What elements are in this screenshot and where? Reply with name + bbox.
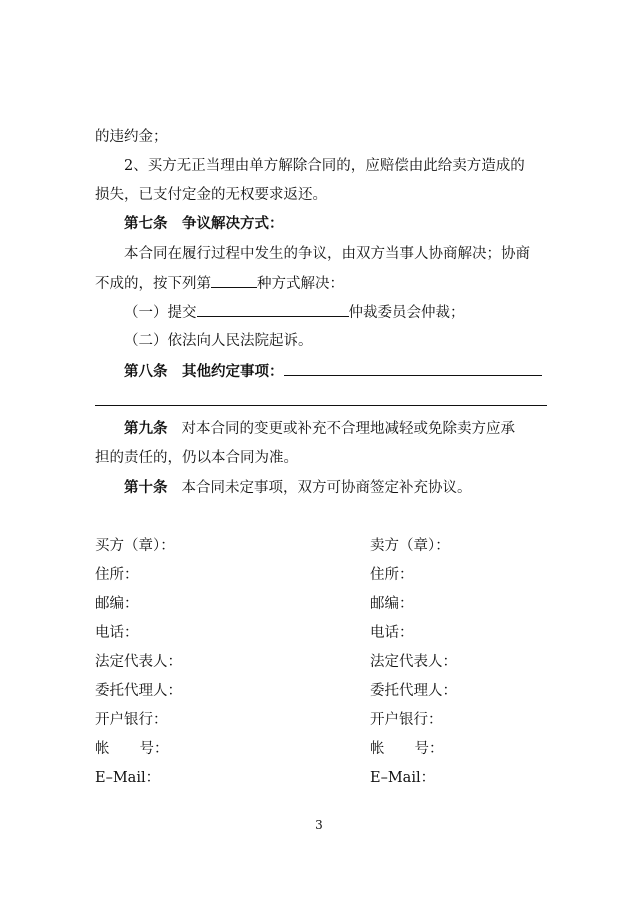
text: 种方式解决： — [257, 276, 344, 292]
buyer-agent-label: 委托代理人： — [95, 683, 182, 699]
text: 损失，已支付定金的无权要求返还。 — [95, 187, 327, 203]
article-label: 第九条 — [124, 421, 168, 437]
article-7-line-1 — [124, 244, 584, 264]
article-10-line — [124, 478, 584, 498]
text: （一）提交 — [124, 305, 197, 321]
buyer-account-label — [95, 739, 169, 759]
buyer-phone-label: 电话： — [95, 625, 139, 641]
text: 仲裁委员会仲裁； — [348, 305, 465, 321]
text: 号： — [414, 741, 444, 757]
text: 本合同在履行过程中发生的争议，由双方当事人协商解决；协商 — [124, 246, 530, 262]
seller-address-label: 住所： — [370, 567, 414, 583]
text: 本合同未定事项，双方可协商签定补充协议。 — [181, 480, 472, 496]
article-7-title — [124, 214, 584, 234]
article-7-option-2 — [124, 331, 584, 351]
article-7-line-2 — [95, 273, 555, 294]
text: 帐 — [370, 741, 385, 757]
seller-bank-label: 开户银行： — [370, 712, 443, 728]
heading: 第八条 其他约定事项： — [124, 364, 284, 380]
method-number-blank[interactable] — [211, 273, 257, 288]
seller-party-label: 卖方（章）： — [370, 538, 450, 554]
buyer-legal-rep-label: 法定代表人： — [95, 654, 182, 670]
other-terms-rule — [95, 405, 547, 406]
buyer-bank-label: 开户银行： — [95, 712, 168, 728]
text: 号： — [139, 741, 169, 757]
seller-account-label — [370, 739, 444, 759]
buyer-postcode-label: 邮编： — [95, 596, 139, 612]
text: 不成的，按下列第 — [95, 276, 211, 292]
text: （二）依法向人民法院起诉。 — [124, 333, 313, 349]
other-terms-blank[interactable] — [284, 361, 542, 376]
seller-legal-rep-label: 法定代表人： — [370, 654, 457, 670]
arbitration-commission-blank[interactable] — [197, 302, 349, 317]
buyer-address-label: 住所： — [95, 567, 139, 583]
buyer-email-label: E–Mail： — [95, 770, 161, 786]
clause-2-line-1 — [124, 156, 584, 176]
article-7-option-1 — [124, 302, 584, 323]
seller-phone-label: 电话： — [370, 625, 414, 641]
text: 的违约金； — [95, 129, 168, 145]
seller-agent-label: 委托代理人： — [370, 683, 457, 699]
text: 担的责任的，仍以本合同为准。 — [95, 450, 298, 466]
text: 对本合同的变更或补充不合理地减轻或免除卖方应承 — [181, 421, 515, 437]
article-9-line-2 — [95, 448, 555, 468]
text: 2、买方无正当理由单方解除合同的，应赔偿由此给卖方造成的 — [124, 158, 525, 174]
heading: 第七条 争议解决方式： — [124, 216, 284, 232]
page-number: 3 — [315, 818, 323, 832]
seller-postcode-label: 邮编： — [370, 596, 414, 612]
seller-email-label: E–Mail： — [370, 770, 436, 786]
text: 帐 — [95, 741, 110, 757]
article-8-line — [124, 361, 584, 382]
article-9-line-1 — [124, 419, 584, 439]
penalty-tail-line — [95, 127, 555, 147]
clause-2-line-2 — [95, 185, 555, 205]
buyer-party-label: 买方（章）： — [95, 538, 175, 554]
article-label: 第十条 — [124, 480, 168, 496]
